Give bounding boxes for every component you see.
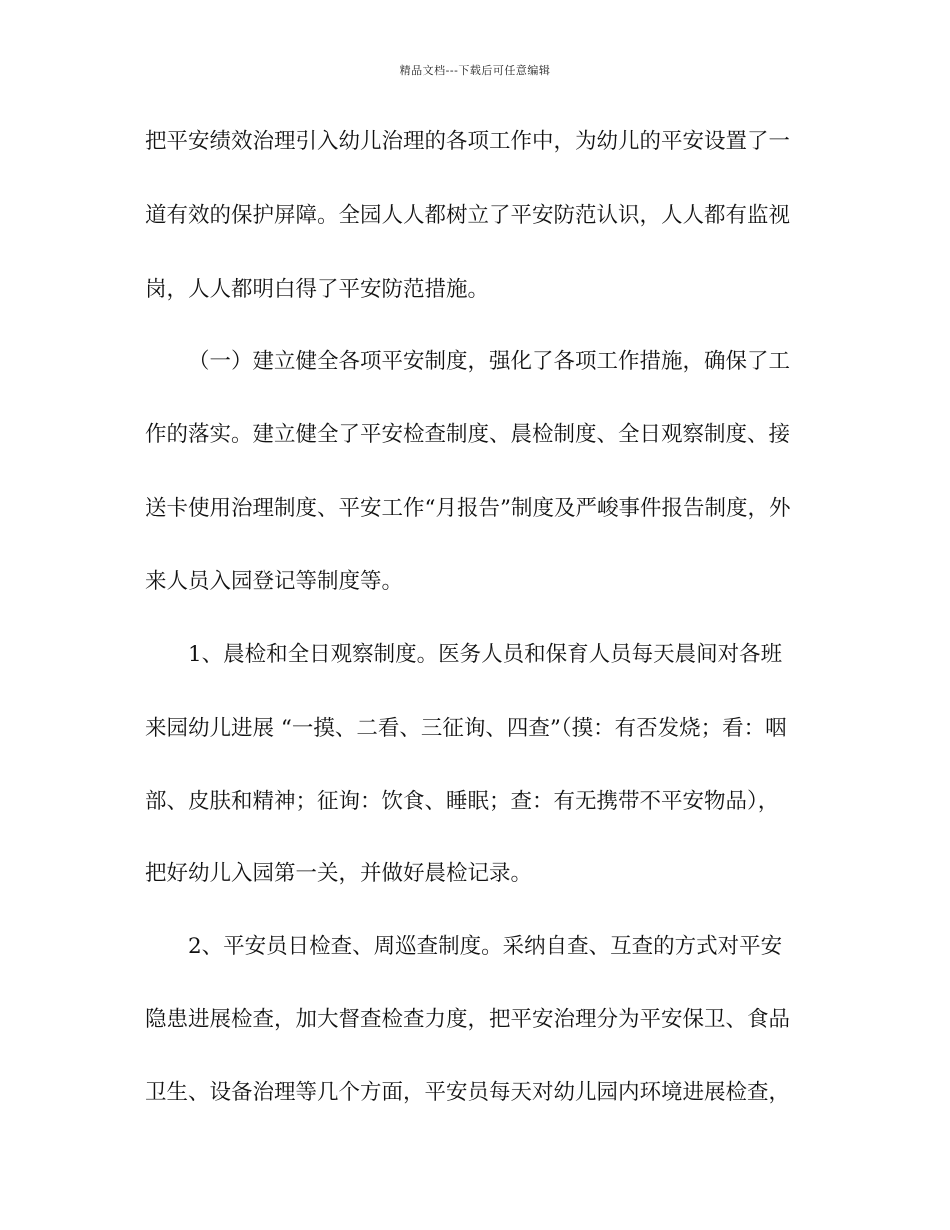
- paragraph-line: 2、平安员日检查、周巡查制度。采纳自查、互查的方式对平安: [188, 934, 783, 959]
- paragraph-line: 卫生、设备治理等几个方面，平安员每天对幼儿园内环境进展检查，: [145, 1080, 791, 1105]
- page-header: 精品文档---下载后可任意编辑: [399, 64, 551, 77]
- paragraph-line: 送卡使用治理制度、平安工作“月报告”制度及严峻事件报告制度，外: [145, 496, 791, 521]
- paragraph-line: 1、晨检和全日观察制度。医务人员和保育人员每天晨间对各班: [188, 642, 783, 667]
- paragraph-line: 部、皮肤和精神；征询：饮食、睡眠；查：有无携带不平安物品），: [145, 789, 780, 814]
- paragraph-line: （一）建立健全各项平安制度，强化了各项工作措施，确保了工: [188, 349, 791, 374]
- paragraph-line: 作的落实。建立健全了平安检查制度、晨检制度、全日观察制度、接: [145, 422, 791, 447]
- paragraph-line: 隐患进展检查，加大督查检查力度，把平安治理分为平安保卫、食品: [145, 1007, 791, 1032]
- paragraph-line: 把好幼儿入园第一关，并做好晨检记录。: [145, 861, 533, 886]
- paragraph-line: 道有效的保护屏障。全园人人都树立了平安防范认识，人人都有监视: [145, 203, 791, 228]
- paragraph-line: 岗，人人都明白得了平安防范措施。: [145, 277, 490, 302]
- paragraph-line: 把平安绩效治理引入幼儿治理的各项工作中，为幼儿的平安设置了一: [145, 129, 791, 154]
- paragraph-line: 来人员入园登记等制度等。: [145, 569, 404, 594]
- paragraph-line: 来园幼儿进展 “一摸、二看、三征询、四查”（摸：有否发烧；看：咽: [145, 716, 787, 741]
